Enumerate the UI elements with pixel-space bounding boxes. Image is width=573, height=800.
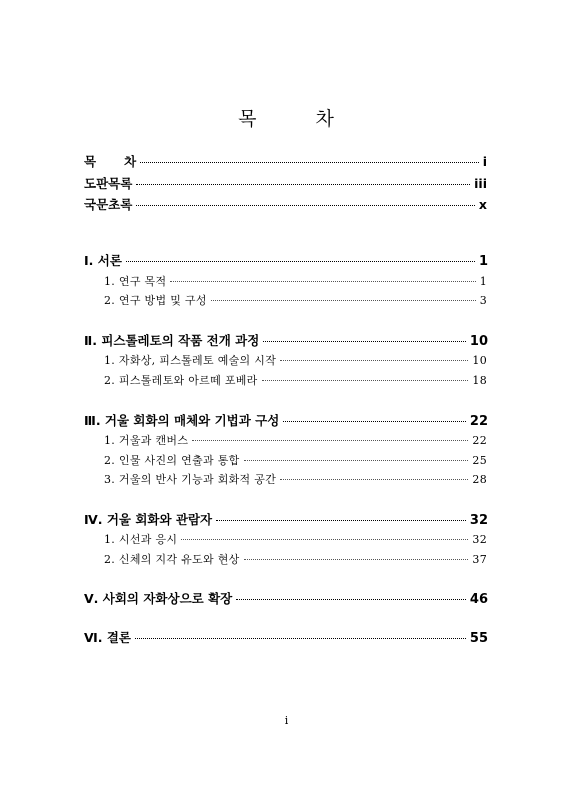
toc-section-page: 18 [472, 374, 487, 387]
footer-page-number: i [284, 714, 289, 727]
dot-leader [244, 460, 469, 461]
toc-chapter-label: Ⅵ. 결론 [84, 630, 131, 645]
toc-section-3-3[interactable] [104, 471, 487, 487]
toc-chapter-page: 1 [478, 254, 488, 269]
toc-chapter-4[interactable] [84, 510, 488, 528]
toc-section-label: 1. 시선과 응시 [104, 533, 178, 546]
toc-entry-front-contents[interactable] [84, 152, 487, 170]
toc-entry-label: 국문초록 [84, 197, 133, 212]
toc-section-1-1[interactable] [104, 273, 487, 289]
toc-entry-label: 도판목록 [84, 176, 133, 191]
dot-leader [236, 599, 466, 600]
dot-leader [244, 559, 469, 560]
toc-chapter-page: 32 [469, 513, 488, 528]
toc-chapter-label: Ⅴ. 사회의 자화상으로 확장 [84, 591, 233, 606]
toc-section-page: 1 [479, 275, 487, 288]
toc-section-page: 37 [472, 553, 487, 566]
toc-section-page: 10 [472, 354, 487, 367]
dot-leader [280, 360, 468, 361]
page-title-char-1: 목 [238, 108, 258, 130]
toc-section-label: 2. 인물 사진의 연출과 통합 [104, 454, 240, 467]
dot-leader [216, 520, 466, 521]
dot-leader [181, 539, 468, 540]
toc-chapter-5[interactable] [84, 589, 488, 607]
dot-leader [192, 440, 468, 441]
dot-leader [126, 261, 475, 262]
toc-entry-label: 목 차 [84, 154, 137, 169]
toc-section-4-1[interactable] [104, 531, 487, 547]
dot-leader [136, 184, 470, 185]
dot-leader [280, 479, 468, 480]
toc-entry-page: iii [474, 176, 487, 191]
toc-section-label: 2. 신체의 지각 유도와 현상 [104, 553, 240, 566]
dot-leader [263, 341, 466, 342]
toc-entry-front-figures[interactable] [84, 174, 487, 192]
toc-section-2-1[interactable] [104, 352, 487, 368]
toc-entry-page: x [478, 197, 487, 212]
toc-entry-page: i [482, 154, 487, 169]
toc-section-label: 1. 연구 목적 [104, 275, 167, 288]
toc-chapter-label: Ⅲ. 거울 회화의 매체와 기법과 구성 [84, 413, 280, 428]
toc-chapter-label: Ⅱ. 피스톨레토의 작품 전개 과정 [84, 333, 260, 348]
dot-leader [170, 281, 475, 282]
toc-chapter-page: 22 [469, 414, 488, 429]
dot-leader [140, 162, 479, 163]
toc-chapter-label: Ⅳ. 거울 회화와 관람자 [84, 512, 213, 527]
toc-chapter-page: 55 [469, 631, 488, 646]
toc-chapter-page: 46 [469, 592, 488, 607]
page-title-char-2: 차 [315, 108, 335, 130]
toc-section-label: 1. 자화상, 피스톨레토 예술의 시작 [104, 354, 277, 367]
toc-chapter-6[interactable] [84, 628, 488, 646]
toc-chapter-page: 10 [469, 334, 488, 349]
toc-section-page: 3 [479, 294, 487, 307]
toc-entry-front-abstract[interactable] [84, 195, 487, 213]
dot-leader [283, 421, 466, 422]
toc-section-page: 25 [472, 454, 487, 467]
toc-section-1-2[interactable] [104, 292, 487, 308]
toc-section-2-2[interactable] [104, 372, 487, 388]
dot-leader [262, 380, 469, 381]
toc-section-label: 3. 거울의 반사 기능과 회화적 공간 [104, 473, 277, 486]
toc-section-page: 32 [472, 533, 487, 546]
toc-chapter-2[interactable] [84, 331, 488, 349]
dot-leader [211, 300, 476, 301]
toc-section-label: 2. 연구 방법 및 구성 [104, 294, 207, 307]
toc-section-page: 28 [472, 473, 487, 486]
toc-section-page: 22 [472, 434, 487, 447]
toc-section-label: 1. 거울과 캔버스 [104, 434, 189, 447]
toc-chapter-3[interactable] [84, 411, 488, 429]
dot-leader [136, 205, 475, 206]
toc-section-3-1[interactable] [104, 432, 487, 448]
toc-section-4-2[interactable] [104, 551, 487, 567]
toc-section-label: 2. 피스톨레토와 아르떼 포베라 [104, 374, 258, 387]
toc-section-3-2[interactable] [104, 452, 487, 468]
toc-chapter-label: Ⅰ. 서론 [84, 253, 122, 268]
dot-leader [135, 638, 466, 639]
toc-chapter-1[interactable] [84, 251, 488, 269]
